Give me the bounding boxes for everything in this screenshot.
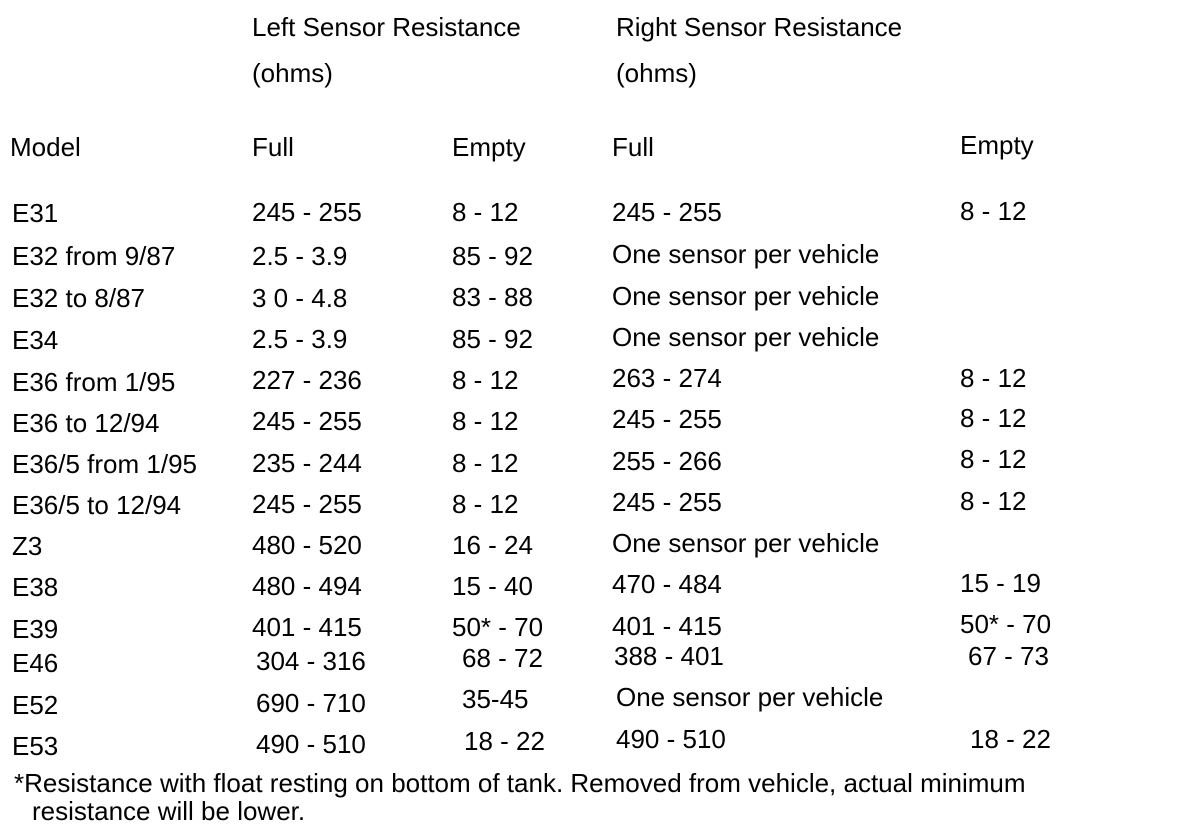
cell-left-full: 227 - 236: [252, 365, 362, 395]
cell-right-empty: 15 - 19: [960, 568, 1041, 598]
cell-left-full: 245 - 255: [252, 406, 362, 436]
cell-right-full: 255 - 266: [612, 446, 722, 476]
column-header-model: Model: [10, 132, 81, 162]
cell-left-empty: 8 - 12: [452, 406, 519, 436]
cell-right-full: 401 - 415: [612, 611, 722, 641]
cell-right-full: 263 - 274: [612, 363, 722, 393]
cell-left-empty: 50* - 70: [452, 612, 544, 642]
cell-left-full: 401 - 415: [252, 612, 362, 642]
cell-right-full: 388 - 401: [614, 641, 724, 671]
cell-model: E46: [12, 648, 59, 678]
cell-left-full: 490 - 510: [256, 729, 366, 759]
cell-right-full: 245 - 255: [612, 404, 722, 434]
right-sensor-header: Right Sensor Resistance: [616, 12, 903, 42]
cell-left-empty: 83 - 88: [452, 282, 533, 312]
cell-right-empty: 8 - 12: [960, 363, 1027, 393]
cell-model: E34: [12, 325, 59, 355]
cell-model: E36 from 1/95: [12, 367, 176, 397]
cell-left-full: 245 - 255: [252, 489, 362, 519]
left-sensor-unit: (ohms): [252, 58, 333, 88]
cell-left-full: 235 - 244: [252, 448, 362, 478]
cell-left-full: 690 - 710: [256, 688, 366, 718]
cell-right-full: One sensor per vehicle: [612, 528, 880, 558]
cell-right-full: 245 - 255: [612, 197, 722, 227]
cell-right-full: 490 - 510: [616, 724, 726, 754]
cell-left-full: 3 0 - 4.8: [252, 283, 348, 313]
cell-left-full: 2.5 - 3.9: [252, 241, 348, 271]
cell-model: E36/5 from 1/95: [12, 449, 197, 479]
cell-left-full: 304 - 316: [256, 646, 366, 676]
cell-left-empty: 68 - 72: [462, 643, 543, 673]
cell-right-empty: 8 - 12: [960, 444, 1027, 474]
cell-right-full: One sensor per vehicle: [612, 281, 880, 311]
cell-model: E39: [12, 614, 59, 644]
column-header-right-full: Full: [612, 132, 654, 162]
cell-left-full: 245 - 255: [252, 197, 362, 227]
cell-right-empty: 8 - 12: [960, 403, 1027, 433]
cell-left-empty: 15 - 40: [452, 571, 533, 601]
cell-right-empty: 8 - 12: [960, 196, 1027, 226]
cell-right-full: One sensor per vehicle: [616, 682, 884, 712]
cell-left-empty: 35-45: [462, 684, 529, 714]
cell-left-full: 480 - 520: [252, 530, 362, 560]
column-header-left-full: Full: [252, 132, 294, 162]
cell-left-empty: 18 - 22: [464, 726, 545, 756]
cell-left-empty: 8 - 12: [452, 365, 519, 395]
cell-model: E38: [12, 572, 59, 602]
cell-left-empty: 8 - 12: [452, 448, 519, 478]
cell-model: E52: [12, 690, 59, 720]
cell-model: E31: [12, 198, 59, 228]
cell-left-empty: 16 - 24: [452, 530, 533, 560]
cell-right-full: 470 - 484: [612, 569, 722, 599]
cell-left-full: 2.5 - 3.9: [252, 324, 348, 354]
column-header-right-empty: Empty: [960, 130, 1034, 160]
footnote-line-2: resistance will be lower.: [32, 796, 306, 826]
cell-left-empty: 8 - 12: [452, 489, 519, 519]
column-header-left-empty: Empty: [452, 132, 526, 162]
cell-left-empty: 85 - 92: [452, 241, 533, 271]
footnote-line-1: *Resistance with float resting on bottom of tank. Removed from vehicle, actual minimum: [14, 768, 1026, 798]
cell-model: E32 to 8/87: [12, 283, 145, 313]
cell-model: Z3: [12, 531, 43, 561]
cell-right-full: One sensor per vehicle: [612, 239, 880, 269]
cell-left-full: 480 - 494: [252, 571, 362, 601]
cell-right-full: 245 - 255: [612, 487, 722, 517]
cell-model: E32 from 9/87: [12, 241, 176, 271]
cell-left-empty: 85 - 92: [452, 324, 533, 354]
cell-right-empty: 8 - 12: [960, 486, 1027, 516]
cell-left-empty: 8 - 12: [452, 197, 519, 227]
cell-model: E36 to 12/94: [12, 408, 160, 438]
cell-right-full: One sensor per vehicle: [612, 322, 880, 352]
cell-right-empty: 18 - 22: [970, 724, 1051, 754]
left-sensor-header: Left Sensor Resistance: [252, 12, 521, 42]
right-sensor-unit: (ohms): [616, 58, 697, 88]
cell-right-empty: 50* - 70: [960, 609, 1052, 639]
cell-model: E53: [12, 731, 59, 761]
cell-right-empty: 67 - 73: [968, 641, 1049, 671]
cell-model: E36/5 to 12/94: [12, 490, 182, 520]
